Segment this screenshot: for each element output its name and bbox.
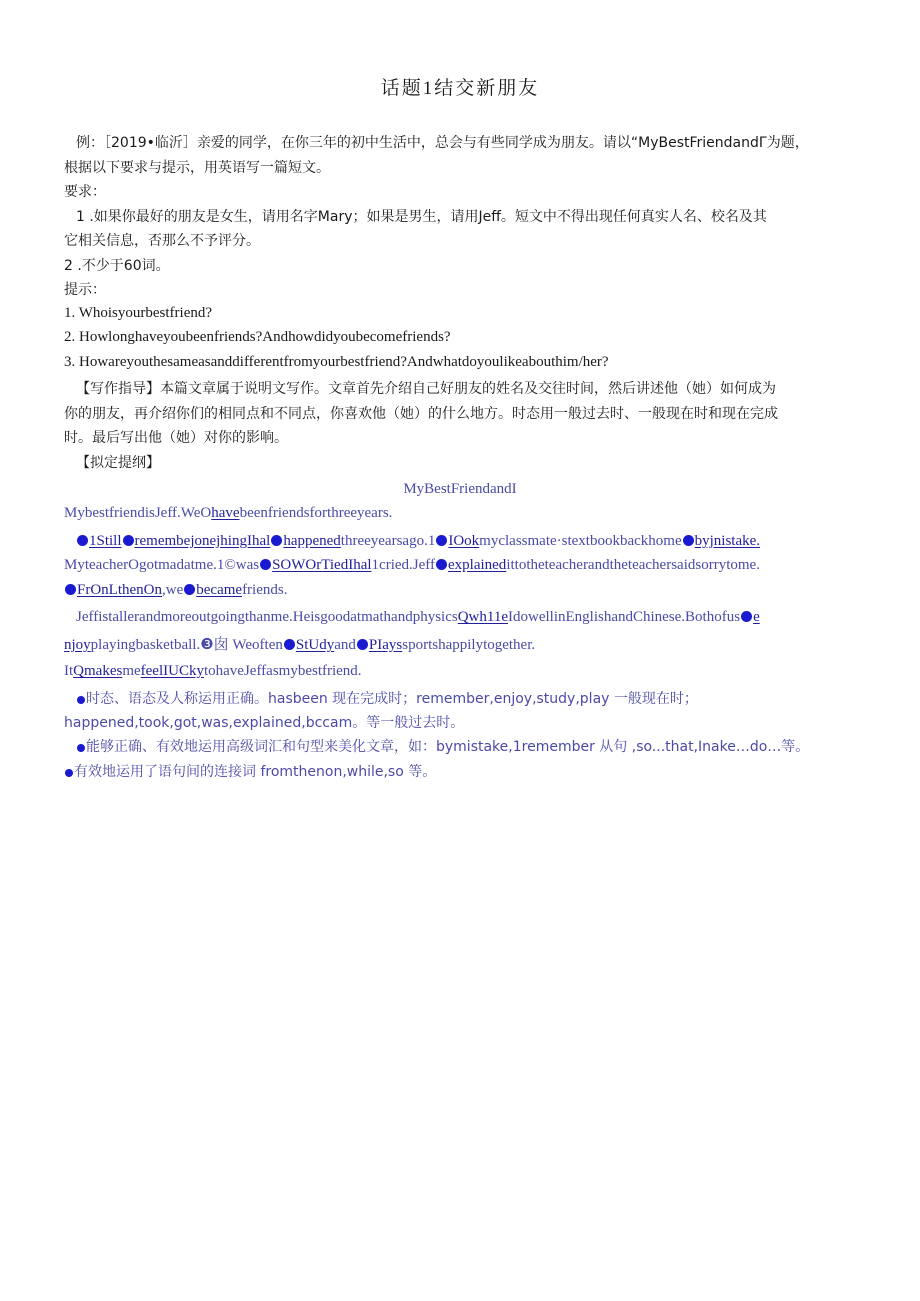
highlight-phrase: became xyxy=(196,582,243,598)
note-1b xyxy=(64,713,464,734)
requirements-label: 要求： xyxy=(64,184,106,200)
requirement-2: 2 .不少于60词。 xyxy=(64,258,170,274)
essay-text: tohaveJeffasmybestfriend. xyxy=(203,663,362,679)
note-marker-1-icon xyxy=(357,639,368,650)
guide-line-1: 【写作指导】本篇文章属于说明文写作。文章首先介绍自己好朋友的姓名及交往时间，然后讲述他（她）如何成为 xyxy=(76,381,776,397)
essay-paragraph-6 xyxy=(64,635,535,655)
note-marker-3-icon xyxy=(65,584,76,595)
essay-text: me xyxy=(122,663,141,679)
guide-line-3: 时。最后写出他（她）对你的影响。 xyxy=(64,430,288,446)
essay-text: madatme.1©was xyxy=(158,557,260,573)
note-marker-2-icon xyxy=(260,559,271,570)
essay-paragraph-7 xyxy=(64,661,362,681)
essay-text: MyteacherOgot xyxy=(64,557,159,573)
note-marker-2-icon xyxy=(77,744,85,752)
highlight-phrase: njoy xyxy=(64,637,91,653)
highlight-phrase: Qmakes xyxy=(73,663,123,679)
essay-text: 1cried.Jeff xyxy=(371,557,435,573)
highlight-phrase: 1Still xyxy=(89,533,122,549)
hint-1: 1. Whoisyourbestfriend? xyxy=(64,305,213,321)
note-text: happened,took,got,was,explained,bccam。等一般过去时。 xyxy=(64,715,465,731)
note-marker-2-icon xyxy=(683,535,694,546)
highlight-phrase: Qwh11e xyxy=(457,609,508,625)
essay-paragraph-1 xyxy=(64,503,392,523)
guide-line-2: 你的朋友，再介绍你们的相同点和不同点，你喜欢他（她）的什么地方。时态用一般过去时、一般现在时和现在完成 xyxy=(64,406,778,422)
highlight-phrase: byjnistake. xyxy=(694,533,761,549)
essay-text: Jeffistallerandmoreoutgoingthanme.Heisgoodatmathandphysics xyxy=(76,609,458,625)
note-2 xyxy=(76,737,809,758)
requirement-1a: 1 .如果你最好的朋友是女生，请用名字Mary；如果是男生，请用Jeff。短文中不得出现任何真实人名、校名及其 xyxy=(76,209,767,225)
essay-text: MybestfriendisJeff.WeO xyxy=(64,505,212,521)
highlight-phrase: StUdy xyxy=(295,637,335,653)
note-marker-1-icon xyxy=(284,639,295,650)
highlight-phrase: SOWOrTiedIhal xyxy=(272,557,372,573)
note-marker-1-icon xyxy=(123,535,134,546)
hints-label: 提示： xyxy=(64,282,106,298)
note-marker-1-icon xyxy=(741,611,752,622)
essay-text: threeyearsago.1 xyxy=(340,533,436,549)
note-3 xyxy=(64,762,436,783)
outline-label: 【拟定提纲】 xyxy=(76,455,160,471)
note-text: 能够正确、有效地运用高级词汇和句型来美化文章，如：bymistake,1remember 从句 ,so...that,Inake…do…等。 xyxy=(86,739,810,755)
note-1a xyxy=(76,689,698,710)
essay-heading: MyBestFriendandI xyxy=(403,481,517,497)
highlight-phrase: e xyxy=(753,609,760,625)
essay-text: and xyxy=(334,637,356,653)
essay-text: IdowellinEnglishandChinese.Bothofus xyxy=(508,609,741,625)
note-marker-1-icon xyxy=(184,584,195,595)
page-title: 话题1结交新朋友 xyxy=(380,78,540,99)
highlight-phrase: explained xyxy=(448,557,507,573)
hint-2: 2. Howlonghaveyoubeenfriends?Andhowdidyoubecomefriends? xyxy=(64,329,451,345)
essay-text: sportshappilytogether. xyxy=(402,637,536,653)
note-marker-2-icon xyxy=(77,535,88,546)
note-marker-1-icon xyxy=(77,696,85,704)
essay-text: friendsforthreeyears. xyxy=(267,505,393,521)
hint-3: 3. Howareyouthesameasanddifferentfromyourbestfriend?Andwhatdoyoulikeabouthim/her? xyxy=(64,354,609,370)
highlight-phrase: feelIUCky xyxy=(140,663,204,679)
note-marker-3-icon xyxy=(65,769,73,777)
note-marker-1-icon xyxy=(436,535,447,546)
note-marker-1-icon xyxy=(271,535,282,546)
essay-text: friends. xyxy=(242,582,288,598)
highlight-phrase: IOok xyxy=(448,533,480,549)
essay-text: ,we xyxy=(162,582,184,598)
prompt-line-1: 例：［2019•临沂］亲爱的同学，在你三年的初中生活中，总会与有些同学成为朋友。请以“MyBestFriendandΓ为题， xyxy=(76,135,809,151)
essay-text: playingbasketball. xyxy=(90,637,201,653)
note-text: 有效地运用了语句间的连接词 fromthenon,while,so 等。 xyxy=(74,764,437,780)
requirement-1b: 它相关信息，否那么不予评分。 xyxy=(64,233,260,249)
highlight-phrase: remembejonejhingIhal xyxy=(134,533,271,549)
highlight-phrase: have xyxy=(211,505,240,521)
note-text: 时态、语态及人称运用正确。hasbeen 现在完成时；remember,enjoy,study,play 一般现在时； xyxy=(86,691,698,707)
highlight-phrase: PIays xyxy=(368,637,403,653)
essay-text: It xyxy=(64,663,74,679)
prompt-line-2: 根据以下要求与提示，用英语写一篇短文。 xyxy=(64,160,330,176)
essay-text: myclassmate·stextbookbackhome xyxy=(479,533,682,549)
essay-paragraph-3 xyxy=(64,555,760,575)
highlight-phrase: FrOnLthenOn xyxy=(77,582,162,598)
essay-text: been xyxy=(239,505,268,521)
essay-text: ❸囱 Weoften xyxy=(200,637,283,653)
essay-paragraph-4 xyxy=(64,580,287,600)
highlight-phrase: happened xyxy=(283,533,341,549)
essay-paragraph-5 xyxy=(76,607,760,627)
essay-paragraph-2 xyxy=(76,531,760,551)
note-marker-1-icon xyxy=(436,559,447,570)
essay-text: ittotheteacherandtheteachersaidsorrytome. xyxy=(506,557,760,573)
